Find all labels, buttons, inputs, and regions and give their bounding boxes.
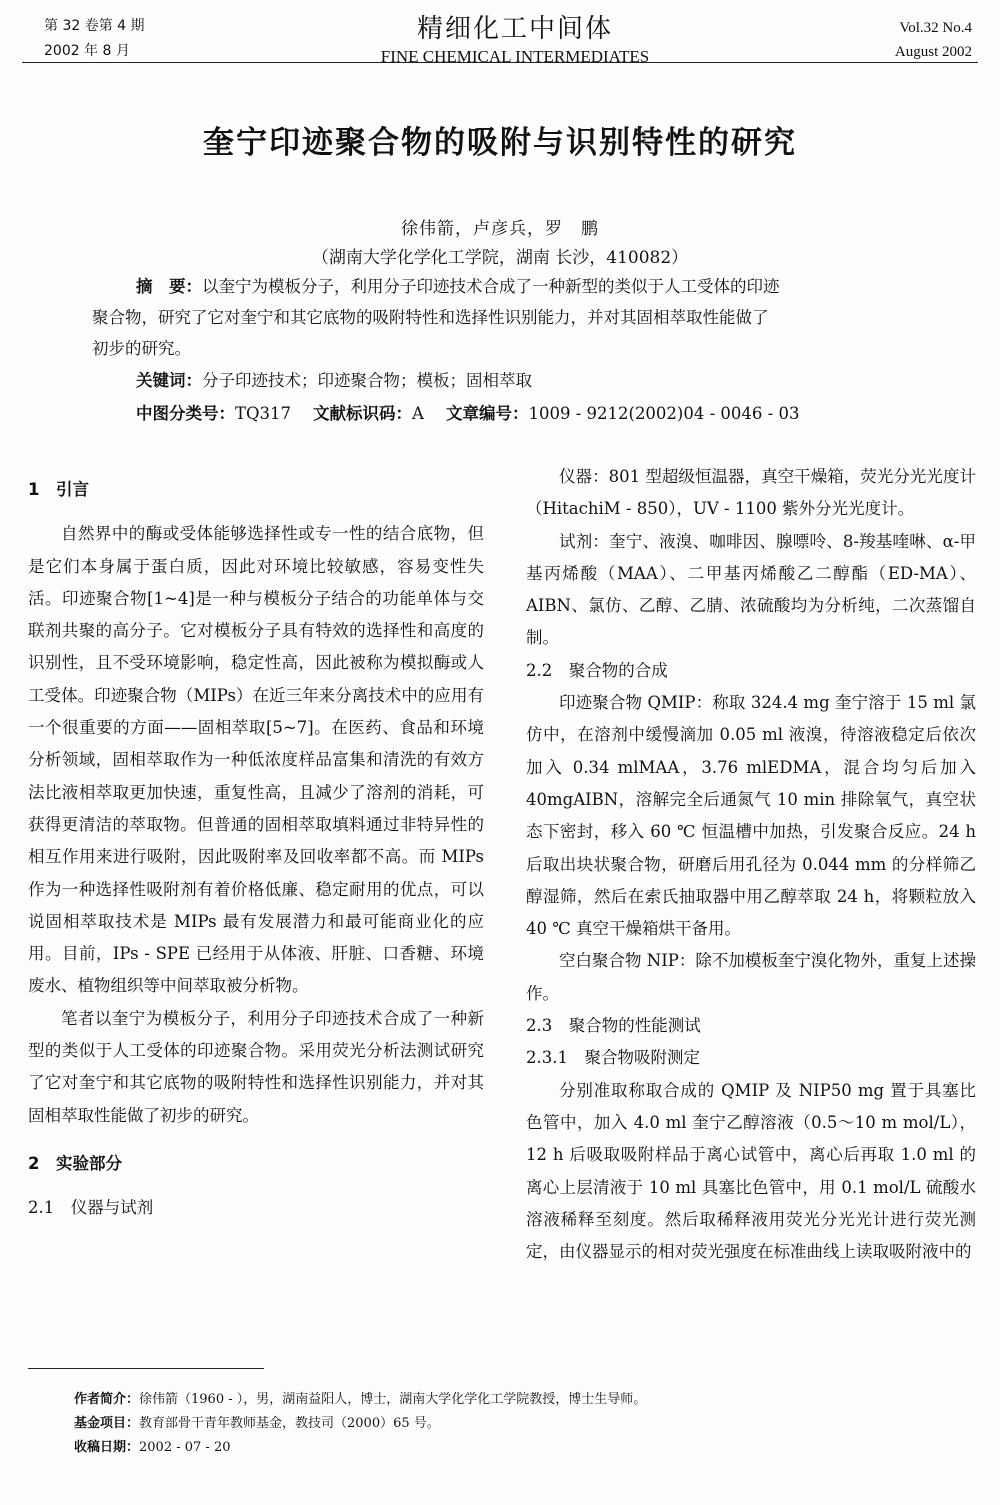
footnotes (74, 1388, 646, 1460)
footnote-received-text: 2002 - 07 - 20 (139, 1440, 231, 1455)
abstract-line-2: 聚合物，研究了它对奎宁和其它底物的吸附特性和选择性识别能力，并对其固相萃取性能做了 (92, 308, 769, 327)
footnote-fund-text: 教育部骨干青年教师基金，教技司（2000）65 号。 (139, 1416, 440, 1431)
journal-name-en: FINE CHEMICAL INTERMEDIATES (380, 47, 650, 66)
intro-paragraph-2: 笔者以奎宁为模板分子，利用分子印迹技术合成了一种新型的类似于人工受体的印迹聚合物。采用荧光分析法测试研究了它对奎宁和其它底物的吸附特性和选择性识别能力，并对其固相萃取性能做了初步的研究。 (28, 1008, 484, 1125)
footnote-received-label: 收稿日期： (74, 1440, 140, 1455)
footnote-rule (28, 1368, 264, 1369)
right-column (526, 461, 976, 1268)
instruments-paragraph: 仪器：801 型超级恒温器，真空干燥箱，荧光分光光度计（HitachiM - 850），UV - 1100 紫外分光光度计。 (526, 467, 976, 519)
keywords-text: 分子印迹技术；印迹聚合物；模板；固相萃取 (202, 371, 532, 390)
abstract-label: 摘 要： (136, 277, 202, 296)
keywords-label: 关键词： (136, 371, 202, 390)
abstract (92, 271, 922, 364)
clc-label: 中图分类号： (136, 404, 235, 423)
adsorption-paragraph: 分别准取称取合成的 QMIP 及 NIP50 mg 置于具塞比色管中，加入 4.0 ml 奎宁乙醇溶液（0.5～10 m mol/L），12 h 后吸取吸附样品于离心试管中，离心后再取 1.0 ml 的离心上层清液于 10 ml 具塞比色管中，用 0.1 mol/L 硫酸水溶液稀释至刻度。然后取稀释液用荧光分光光计进行荧光测定，由仪器显示的相对荧光强度在标准曲线上读取吸附液中的 (526, 1080, 976, 1262)
section-2-3-heading: 2.3 聚合物的性能测试 (526, 1016, 701, 1036)
journal-name-cn: 精细化工中间体 (416, 14, 613, 44)
article-id: 1009 - 9212(2002)04 - 0046 - 03 (528, 404, 800, 423)
article-id-label: 文章编号： (445, 404, 529, 423)
header-issue-cn (44, 14, 145, 64)
section-2-2-heading: 2.2 聚合物的合成 (526, 660, 668, 680)
affiliation: （湖南大学化学化工学院，湖南 长沙，410082） (311, 248, 689, 268)
section-2-heading: 2 实验部分 (28, 1153, 122, 1173)
footnote-author-label: 作者简介： (74, 1392, 140, 1407)
reagents-paragraph: 试剂：奎宁、液溴、咖啡因、腺嘌呤、8-羧基喹啉、α-甲基丙烯酸（MAA）、二甲基丙烯酸乙二醇酯（ED-MA）、AIBN、氯仿、乙醇、乙腈、浓硫酸均为分析纯，二次蒸馏自制。 (526, 531, 976, 648)
intro-paragraph-1: 自然界中的酶或受体能够选择性或专一性的结合底物，但是它们本身属于蛋白质，因此对环境比较敏感，容易变性失活。印迹聚合物[1~4]是一种与模板分子结合的功能单体与交联剂共聚的高分子。它对模板分子具有特效的选择性和高度的识别性，且不受环境影响，稳定性高，因此被称为模拟酶或人工受体。印迹聚合物（MIPs）在近三年来分离技术中的应用有一个很重要的方面——固相萃取[5~7]。在医药、食品和环境分析领域，固相萃取作为一种低浓度样品富集和清洗的有效方法比液相萃取更加快速，重复性高，且减少了溶剂的消耗，可获得更清洁的萃取物。但普通的固相萃取填料通过非特异性的相互作用来进行吸附，因此吸附率及回收率都不高。而 MIPs 作为一种选择性吸附剂有着价格低廉、稳定耐用的优点，可以说固相萃取技术是 MIPs 最有发展潜力和最可能商业化的应用。目前，IPs - SPE 已经用于从体液、肝脏、口香糖、环境废水、植物组织等中间萃取被分析物。 (28, 524, 484, 996)
paper-title: 奎宁印迹聚合物的吸附与识别特性的研究 (203, 125, 797, 161)
abstract-line-3: 初步的研究。 (92, 339, 191, 358)
synthesis-paragraph: 印迹聚合物 QMIP：称取 324.4 mg 奎宁溶于 15 ml 氯仿中，在溶剂中缓慢滴加 0.05 ml 液溴，待溶液稳定后依次加入 0.34 mlMAA，3.76 mlEDMA，混合均匀后加入 40mgAIBN，溶解完全后通氮气 10 min 排除氧气，真空状态下密封，移入 60 ℃ 恒温槽中加热，引发聚合反应。24 h 后取出块状聚合物，研磨后用孔径为 0.044 mm 的分样筛乙醇湿筛，然后在索氏抽取器中用乙醇萃取 24 h，将颗粒放入 40 ℃ 真空干燥箱烘干备用。 (526, 693, 976, 939)
doc-code-label: 文献标识码： (313, 404, 413, 423)
journal-name (300, 8, 730, 67)
header-issue-en (895, 16, 972, 64)
left-column (28, 474, 484, 1225)
date-cn: 2002 年 8 月 (44, 43, 130, 59)
header-rule (22, 62, 978, 63)
section-2-3-1-heading: 2.3.1 聚合物吸附测定 (526, 1048, 700, 1068)
date-en: August 2002 (894, 44, 972, 60)
footnote-received (74, 1436, 646, 1460)
footnote-author (74, 1388, 646, 1412)
abstract-line-1: 以奎宁为模板分子，利用分子印迹技术合成了一种新型的类似于人工受体的印迹 (202, 277, 780, 296)
footnote-fund (74, 1412, 646, 1436)
keywords (136, 367, 532, 391)
authors: 徐伟箭，卢彦兵，罗 鹏 (401, 219, 599, 239)
classification (136, 400, 799, 424)
blank-polymer-paragraph: 空白聚合物 NIP：除不加模板奎宁溴化物外，重复上述操作。 (526, 951, 976, 1003)
clc-code: TQ317 (235, 404, 292, 423)
doc-code: A (412, 404, 424, 423)
footnote-author-text: 徐伟箭（1960 - ），男，湖南益阳人，博士，湖南大学化学化工学院教授，博士生导师。 (139, 1392, 647, 1407)
section-1-heading: 1 引言 (28, 480, 89, 499)
section-2-1-heading: 2.1 仪器与试剂 (28, 1198, 154, 1218)
volume-cn: 第 32 卷第 4 期 (44, 18, 145, 34)
footnote-fund-label: 基金项目： (74, 1416, 140, 1431)
volume-en: Vol.32 No.4 (899, 20, 972, 36)
